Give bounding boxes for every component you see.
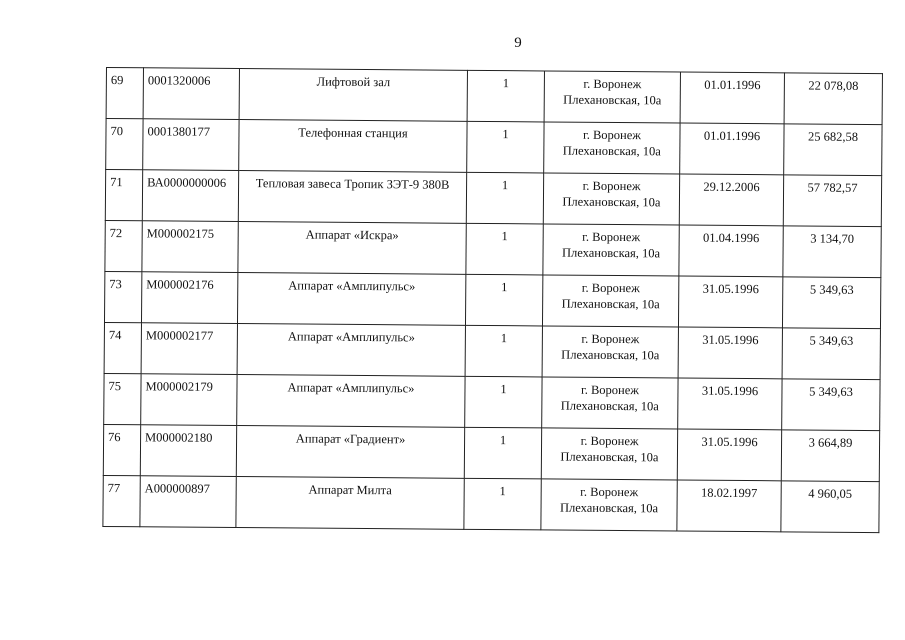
item-name-cell: Аппарат Милта — [236, 477, 464, 530]
inventory-code-cell: М000002177 — [141, 323, 237, 375]
table-row — [105, 170, 881, 227]
inventory-code-cell: М000002179 — [141, 374, 237, 426]
address-city: г. Воронеж — [580, 433, 639, 449]
date-cell: 31.05.1996 — [678, 327, 782, 379]
inventory-code-cell: 0001380177 — [143, 119, 239, 171]
address-street: Плехановская, 10а — [562, 194, 661, 210]
address-street: Плехановская, 10а — [559, 500, 659, 516]
quantity-cell: 1 — [464, 478, 541, 530]
item-name-cell: Телефонная станция — [239, 120, 467, 173]
address-street: Плехановская, 10а — [560, 398, 659, 414]
address-city: г. Воронеж — [581, 280, 640, 296]
date-cell: 31.05.1996 — [678, 378, 782, 430]
address-cell — [541, 428, 677, 480]
inventory-code-cell: А000000897 — [140, 476, 236, 528]
value-cell: 5 349,63 — [782, 328, 880, 380]
inventory-code-cell: 0001320006 — [143, 68, 239, 120]
date-cell: 01.01.1996 — [680, 123, 784, 175]
address-cell — [543, 173, 679, 225]
address-city: г. Воронеж — [582, 127, 642, 143]
address-cell — [542, 377, 678, 429]
address-city: г. Воронеж — [583, 76, 642, 92]
page-number: 9 — [514, 35, 522, 51]
value-cell: 57 782,57 — [783, 175, 881, 227]
address-cell — [542, 275, 678, 327]
date-cell: 31.05.1996 — [678, 276, 782, 328]
row-number-cell: 75 — [104, 373, 141, 424]
item-name-cell: Лифтовой зал — [239, 69, 467, 122]
date-cell: 18.02.1997 — [677, 480, 781, 532]
item-name-cell: Аппарат «Градиент» — [236, 426, 464, 479]
inventory-table-body — [103, 68, 883, 533]
table-row — [103, 475, 879, 532]
item-name-cell: Аппарат «Амплипульс» — [237, 273, 465, 326]
item-name-cell: Аппарат «Искра» — [238, 222, 466, 275]
date-cell: 01.04.1996 — [679, 225, 783, 277]
address-city: г. Воронеж — [582, 178, 641, 194]
address-city: г. Воронеж — [580, 484, 639, 500]
table-row — [103, 424, 879, 481]
address-street: Плехановская, 10а — [562, 143, 661, 159]
inventory-code-cell: М000002176 — [141, 272, 237, 324]
date-cell: 01.01.1996 — [680, 72, 784, 124]
table-row — [105, 220, 881, 277]
quantity-cell: 1 — [467, 70, 544, 122]
address-street: Плехановская, 10а — [563, 92, 662, 108]
table-row — [104, 271, 880, 328]
value-cell: 22 078,08 — [784, 73, 882, 125]
address-street: Плехановская, 10а — [561, 347, 660, 363]
value-cell: 25 682,58 — [784, 124, 882, 176]
address-cell — [541, 479, 677, 531]
item-name-cell: Аппарат «Амплипульс» — [237, 324, 465, 377]
row-number-cell: 70 — [106, 119, 143, 170]
address-city: г. Воронеж — [580, 382, 640, 398]
address-street: Плехановская, 10а — [560, 449, 659, 465]
table-row — [104, 322, 880, 379]
address-city: г. Воронеж — [581, 331, 640, 347]
value-cell: 5 349,63 — [782, 379, 880, 431]
address-city: г. Воронеж — [582, 229, 641, 245]
quantity-cell: 1 — [467, 121, 544, 173]
item-name-cell: Аппарат «Амплипульс» — [237, 375, 465, 428]
row-number-cell: 77 — [103, 475, 140, 526]
row-number-cell: 69 — [106, 68, 143, 119]
address-cell — [544, 122, 680, 174]
value-cell: 3 664,89 — [781, 430, 879, 482]
row-number-cell: 71 — [105, 170, 142, 221]
value-cell: 5 349,63 — [782, 277, 880, 329]
inventory-code-cell: М000002175 — [142, 221, 238, 273]
row-number-cell: 74 — [104, 322, 141, 373]
row-number-cell: 72 — [105, 220, 142, 271]
table-row — [104, 373, 880, 430]
quantity-cell: 1 — [465, 325, 542, 377]
value-cell: 3 134,70 — [783, 226, 881, 278]
inventory-code-cell: М000002180 — [140, 425, 236, 477]
address-street: Плехановская, 10а — [561, 296, 660, 312]
address-cell — [544, 71, 680, 123]
address-street: Плехановская, 10а — [561, 245, 661, 261]
table-row — [106, 68, 882, 125]
date-cell: 29.12.2006 — [679, 174, 783, 226]
quantity-cell: 1 — [464, 427, 541, 479]
inventory-code-cell: ВА0000000006 — [142, 170, 238, 222]
quantity-cell: 1 — [465, 376, 542, 428]
quantity-cell: 1 — [465, 274, 542, 326]
quantity-cell: 1 — [466, 223, 543, 275]
address-cell — [543, 224, 679, 276]
row-number-cell: 73 — [104, 271, 141, 322]
inventory-table — [102, 67, 883, 533]
date-cell: 31.05.1996 — [677, 429, 781, 481]
address-cell — [542, 326, 678, 378]
row-number-cell: 76 — [103, 424, 140, 475]
quantity-cell: 1 — [466, 172, 543, 224]
table-row — [106, 119, 882, 176]
item-name-cell: Тепловая завеса Тропик ЗЭТ-9 380В — [238, 171, 466, 224]
value-cell: 4 960,05 — [781, 481, 879, 533]
